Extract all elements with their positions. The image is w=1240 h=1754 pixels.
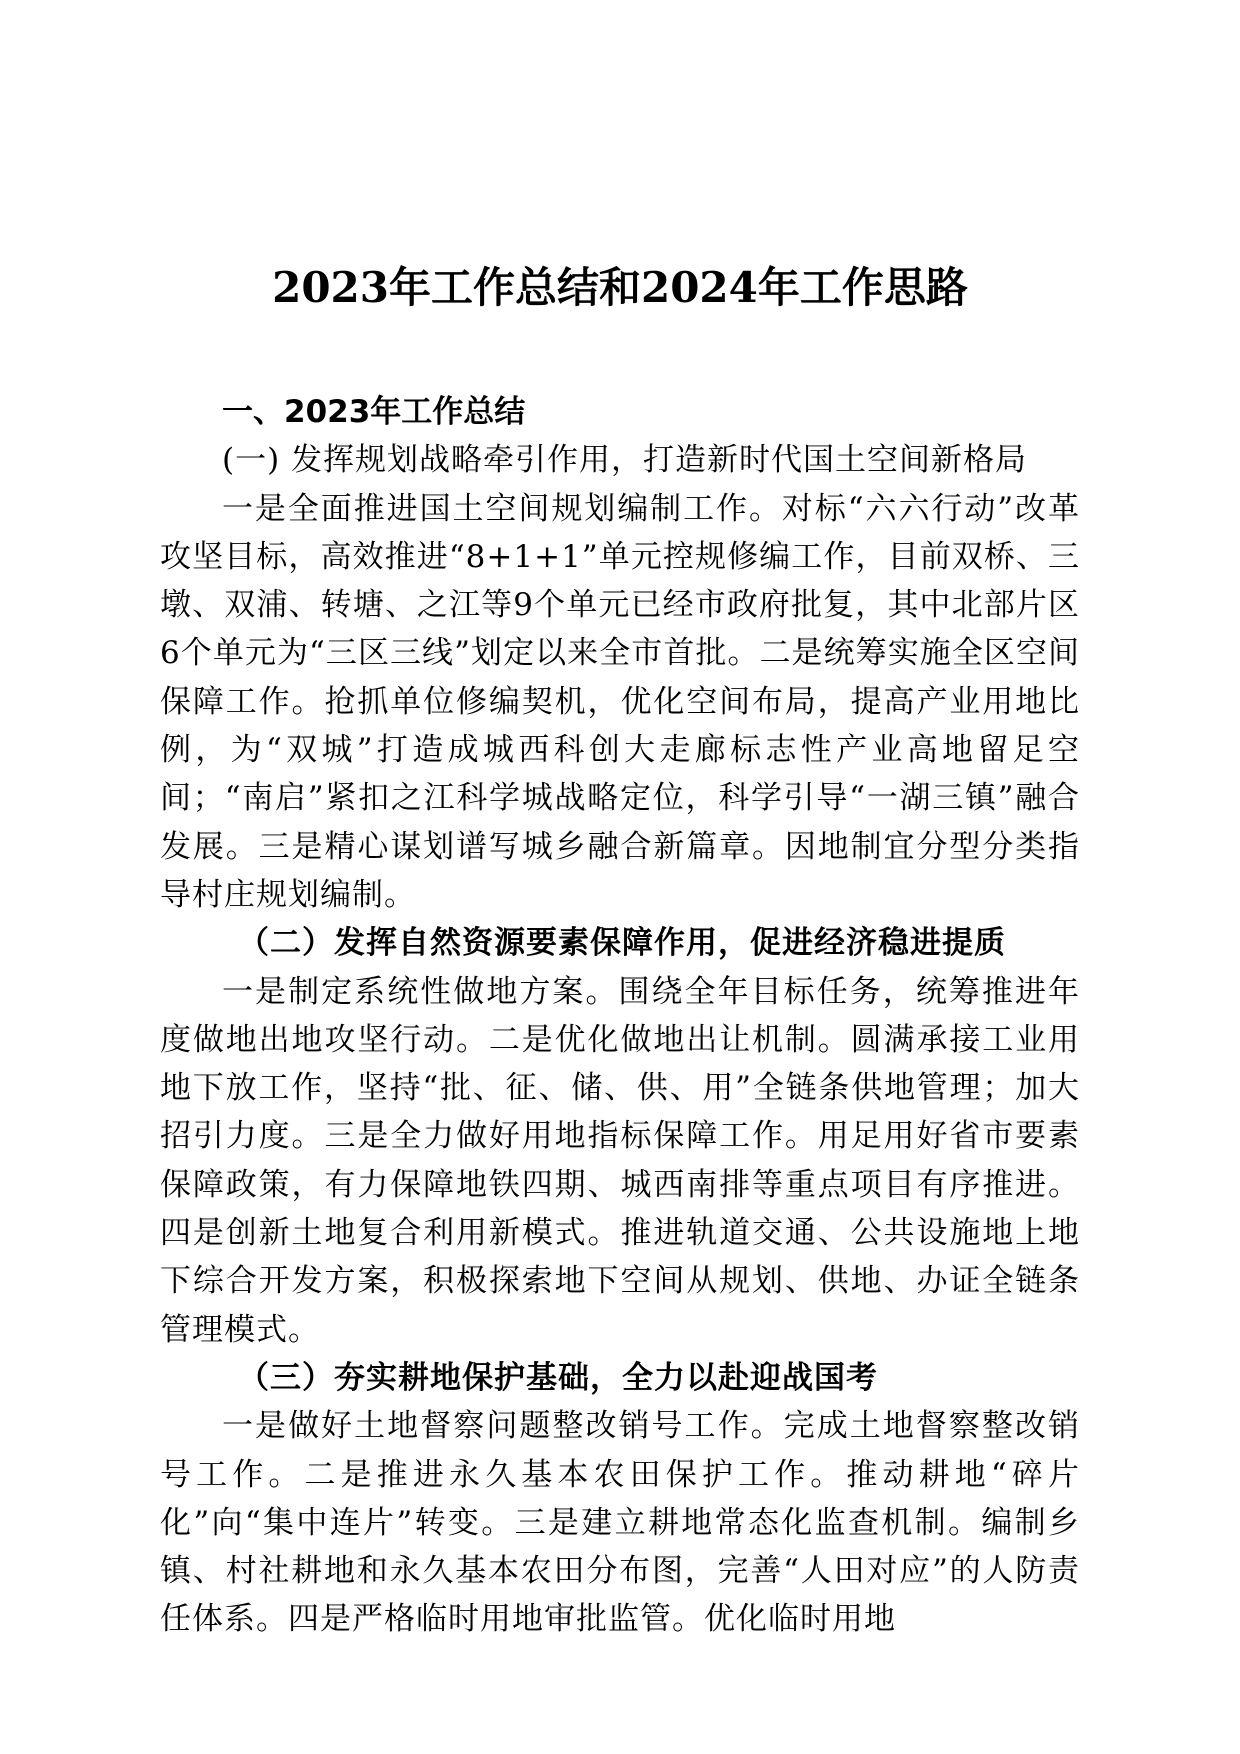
subsection-heading-3: （三）夯实耕地保护基础，全力以赴迎战国考 xyxy=(238,1359,878,1396)
paragraph-1: 一是全面推进国土空间规划编制工作。对标“六六行动”改革攻坚目标，高效推进“8+1+1”单元控规修编工作，目前双桥、三墩、双浦、转塘、之江等9个单元已经市政府批复，其中北部片区6个单元为“三区三线”划定以来全市首批。二是统筹实施全区空间保障工作。抢抓单位修编契机，优化空间布局，提高产业用地比例，为“双城”打造成城西科创大走廊标志性产业高地留足空间；“南启”紧扣之江科学城战略定位，科学引导“一湖三镇”融合发展。三是精心谋划谱写城乡融合新篇章。因地制宜分型分类指导村庄规划编制。 xyxy=(160,490,1080,913)
subsection-heading-2: （二）发挥自然资源要素保障作用，促进经济稳进提质 xyxy=(238,925,1006,962)
document-title: 2023年工作总结和2024年工作思路 xyxy=(272,263,968,312)
document-body xyxy=(160,388,1080,1644)
section-heading: 一、2023年工作总结 xyxy=(222,394,526,430)
paragraph-3: 一是做好土地督察问题整改销号工作。完成土地督察整改销号工作。二是推进永久基本农田保护工作。推动耕地“碎片化”向“集中连片”转变。三是建立耕地常态化监查机制。编制乡镇、村社耕地和永久基本农田分布图，完善“人田对应”的人防责任体系。四是严格临时用地审批监管。优化临时用地 xyxy=(160,1408,1080,1638)
subsection-heading-1: (一) 发挥规划战略牵引作用，打造新时代国土空间新格局 xyxy=(222,442,1028,479)
paragraph-2: 一是制定系统性做地方案。围绕全年目标任务，统筹推进年度做地出地攻坚行动。二是优化做地出让机制。圆满承接工业用地下放工作，坚持“批、征、储、供、用”全链条供地管理；加大招引力度。三是全力做好用地指标保障工作。用足用好省市要素保障政策，有力保障地铁四期、城西南排等重点项目有序推进。四是创新土地复合利用新模式。推进轨道交通、公共设施地上地下综合开发方案，积极探索地下空间从规划、供地、办证全链条管理模式。 xyxy=(160,973,1080,1348)
